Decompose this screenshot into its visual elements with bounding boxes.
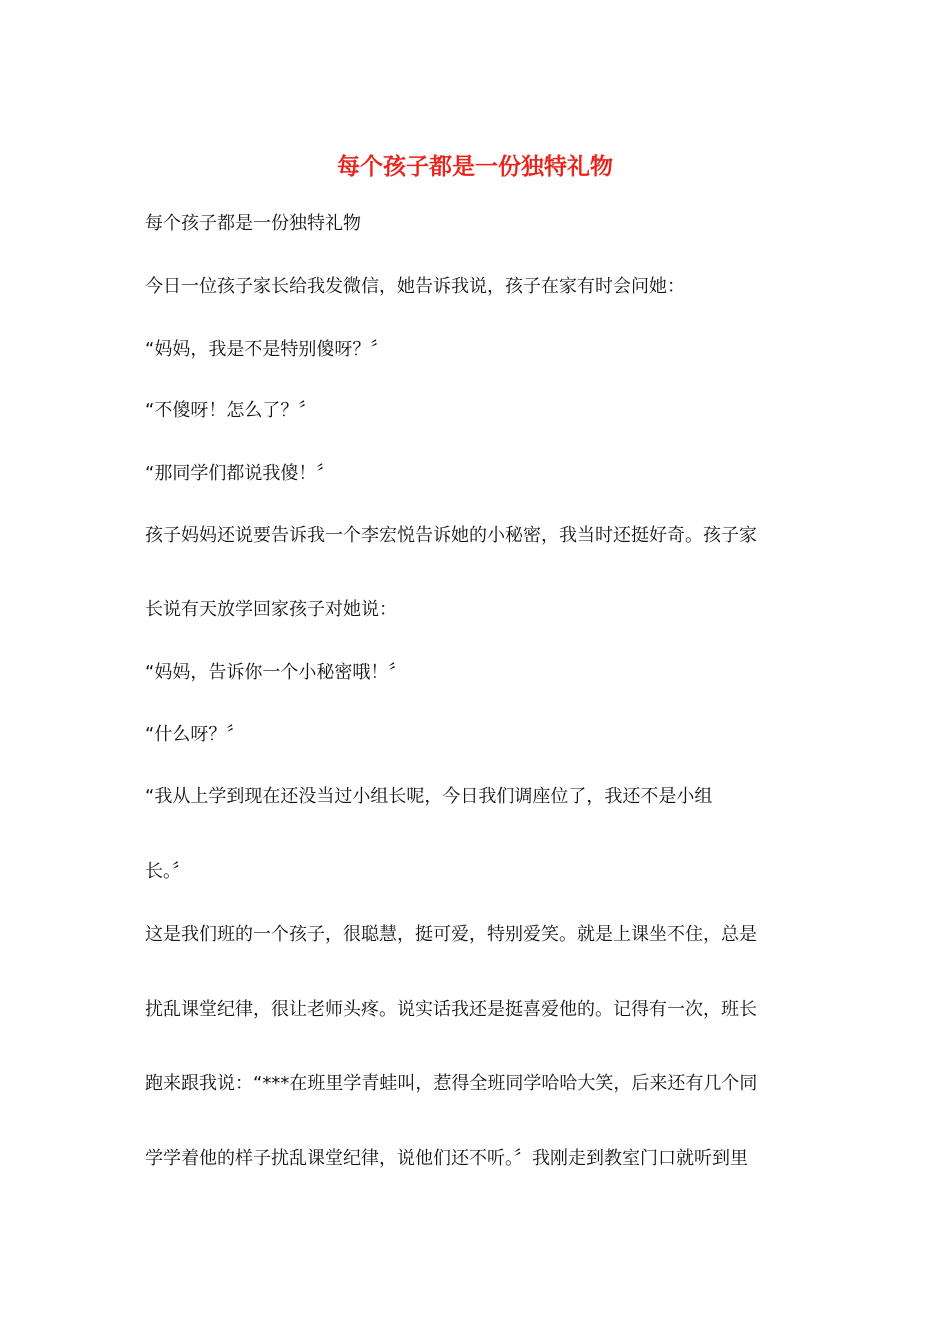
paragraph-line: 扰乱课堂纪律，很让老师头疼。说实话我还是挺喜爱他的。记得有一次，班长 — [145, 999, 757, 1020]
paragraph-line: 孩子妈妈还说要告诉我一个李宏悦告诉她的小秘密，我当时还挺好奇。孩子家 — [145, 525, 757, 546]
paragraph-line: 学学着他的样子扰乱课堂纪律，说他们还不听。〞我刚走到教室门口就听到里 — [145, 1148, 748, 1169]
dialogue-line: “什么呀？〞 — [145, 724, 245, 745]
dialogue-line: “妈妈，我是不是特别傻呀？〞 — [145, 339, 389, 360]
dialogue-line: “我从上学到现在还没当过小组长呢，今日我们调座位了，我还不是小组 — [145, 786, 713, 807]
dialogue-line: 长。〞 — [145, 861, 190, 882]
dialogue-line: “妈妈，告诉你一个小秘密哦！〞 — [145, 662, 407, 683]
paragraph-line: 跑来跟我说：“***在班里学青蛙叫，惹得全班同学哈哈大笑，后来还有几个同 — [145, 1073, 758, 1094]
document-title: 每个孩子都是一份独特礼物 — [337, 153, 613, 180]
dialogue-line: “那同学们都说我傻！〞 — [145, 463, 335, 484]
paragraph-line: 长说有天放学回家孩子对她说： — [145, 599, 397, 620]
dialogue-line: “不傻呀！怎么了？〞 — [145, 400, 317, 421]
paragraph-line: 这是我们班的一个孩子，很聪慧，挺可爱，特别爱笑。就是上课坐不住，总是 — [145, 924, 757, 945]
subtitle-line: 每个孩子都是一份独特礼物 — [145, 213, 361, 234]
paragraph-line: 今日一位孩子家长给我发微信，她告诉我说，孩子在家有时会问她： — [145, 276, 685, 297]
